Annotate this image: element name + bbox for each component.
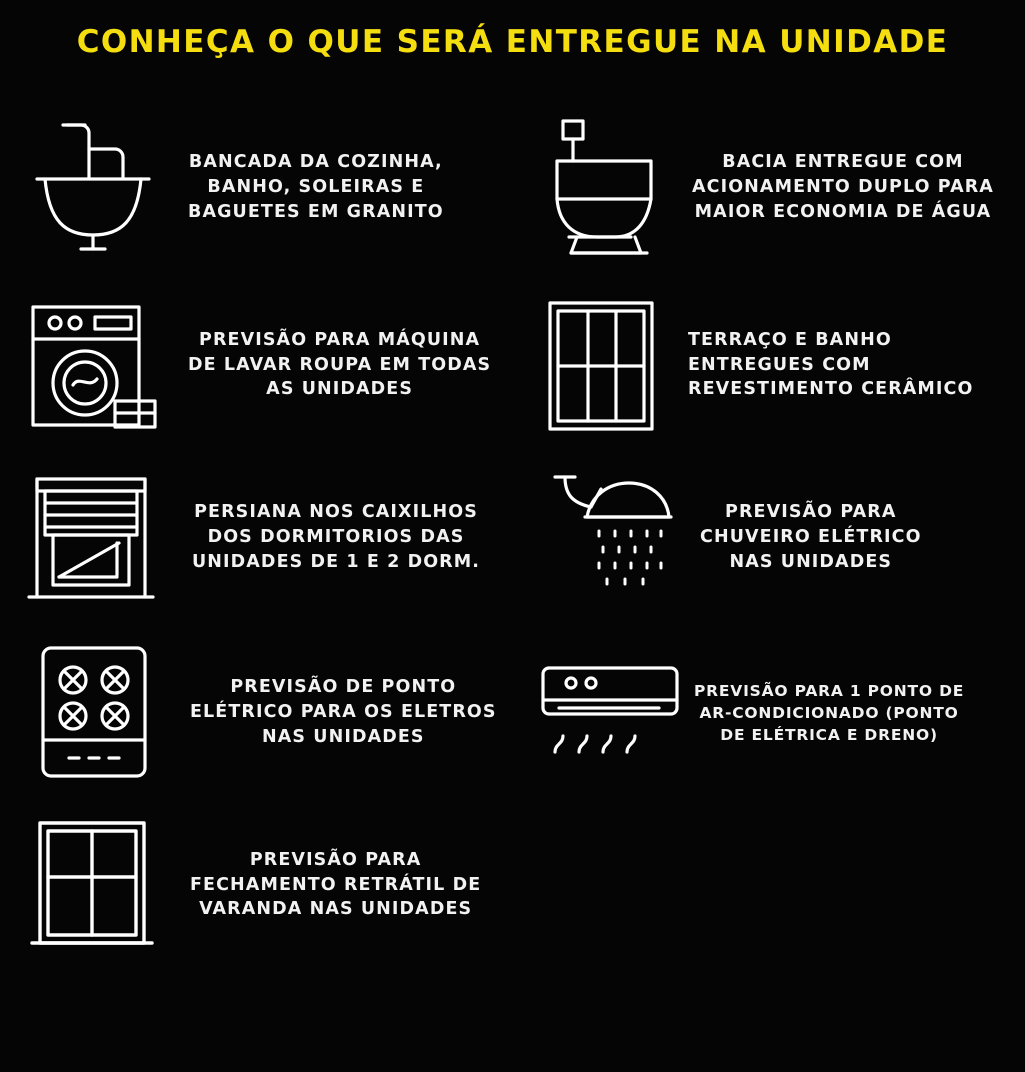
feature-label: PERSIANA NOS CAIXILHOS DOS DORMITORIOS DAS UNIDADES DE 1 E 2 DORM.	[192, 502, 481, 572]
empty-cell	[520, 800, 1025, 970]
feature-label: PREVISÃO DE PONTO ELÉTRICO PARA OS ELETROS NAS UNIDADES	[190, 677, 497, 747]
feature-item-appliance-power-point	[0, 625, 520, 800]
features-grid	[0, 95, 1025, 970]
feature-label: TERRAÇO E BANHO ENTREGUES COM REVESTIMENTO CERÂMICO	[688, 329, 974, 400]
feature-label: PREVISÃO PARA 1 PONTO DE AR-CONDICIONADO (PONTO DE ELÉTRICA E DRENO)	[694, 681, 965, 744]
feature-item-ceramic-tiles	[520, 280, 1025, 450]
kitchen-sink-faucet-icon	[18, 108, 168, 268]
feature-item-retractable-balcony-glazing	[0, 800, 520, 970]
feature-label: BANCADA DA COZINHA, BANHO, SOLEIRAS E BAGUETES EM GRANITO	[188, 152, 444, 222]
feature-label: PREVISÃO PARA FECHAMENTO RETRÁTIL DE VARANDA NAS UNIDADES	[190, 849, 482, 920]
page-title: CONHEÇA O QUE SERÁ ENTREGUE NA UNIDADE	[76, 24, 949, 60]
features-row	[0, 625, 1025, 800]
feature-item-washing-machine	[0, 280, 520, 450]
shower-head-icon	[536, 463, 686, 613]
feature-item-window-blinds	[0, 450, 520, 625]
window-blind-icon	[18, 463, 178, 613]
feature-label: BACIA ENTREGUE COM ACIONAMENTO DUPLO PARA MAIOR ECONOMIA DE ÁGUA	[692, 152, 994, 222]
feature-label: PREVISÃO PARA MÁQUINA DE LAVAR ROUPA EM TODAS AS UNIDADES	[188, 329, 492, 400]
features-row	[0, 800, 1025, 970]
features-row	[0, 95, 1025, 280]
cooktop-stove-icon	[18, 638, 168, 788]
features-row	[0, 450, 1025, 625]
feature-item-granite-countertop	[0, 95, 520, 280]
feature-item-electric-shower	[520, 450, 1025, 625]
toilet-icon	[536, 113, 676, 263]
feature-item-dual-flush-toilet	[520, 95, 1025, 280]
balcony-window-icon	[18, 810, 168, 960]
ceramic-tile-wall-icon	[536, 290, 666, 440]
feature-label: PREVISÃO PARA CHUVEIRO ELÉTRICO NAS UNIDADES	[700, 502, 922, 572]
features-row	[0, 280, 1025, 450]
washing-machine-icon	[18, 290, 168, 440]
air-conditioner-icon	[536, 648, 686, 778]
feature-item-air-conditioning-point	[520, 625, 1025, 800]
